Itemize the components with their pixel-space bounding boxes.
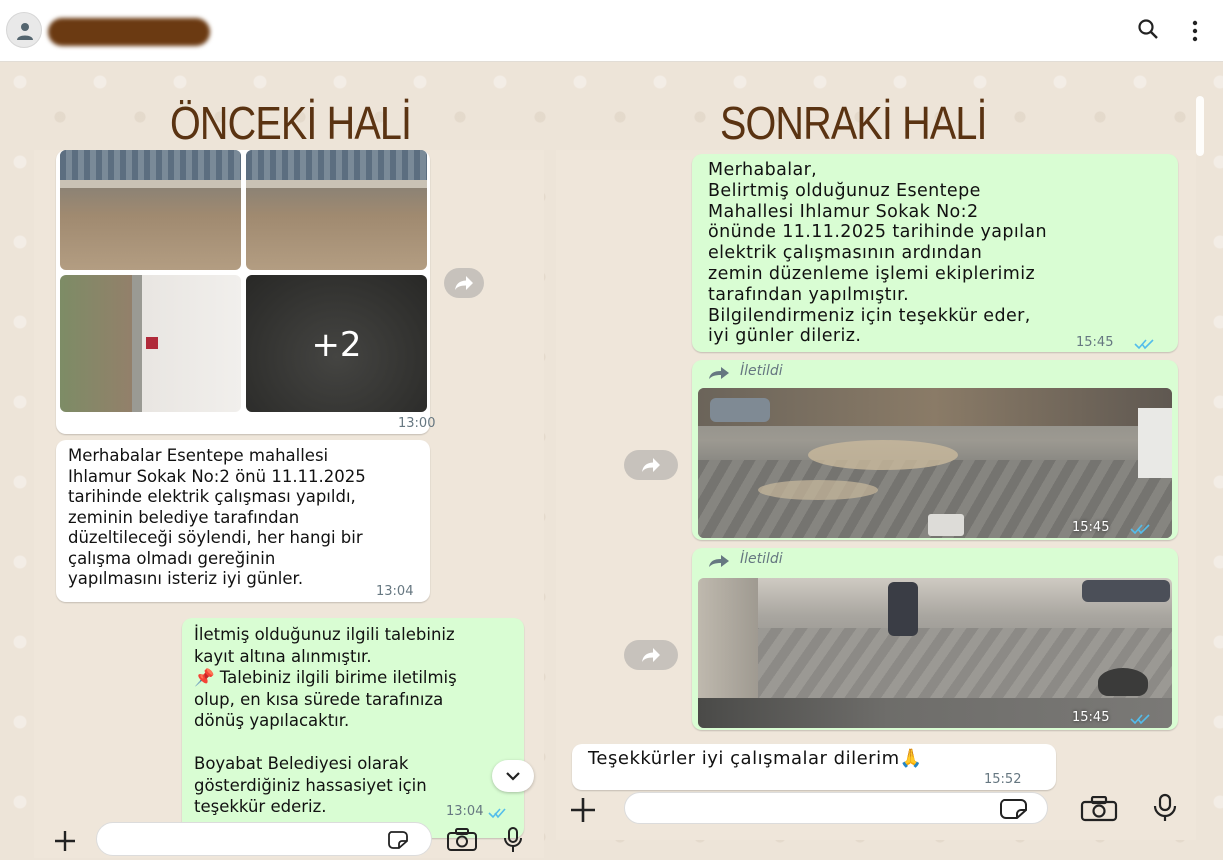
chat-header [0,0,1223,62]
more-photos-count: +2 [311,325,362,365]
message-time: 13:00 [398,416,436,431]
incoming-message[interactable] [56,440,430,602]
read-ticks-icon [1134,338,1156,350]
chevron-down-icon [505,770,521,782]
camera-icon[interactable] [1080,796,1118,822]
forwarded-label: İletildi [740,551,783,567]
forwarded-photo-message[interactable] [692,360,1178,540]
attach-plus-icon[interactable] [52,828,78,854]
photo-after-2[interactable] [698,578,1172,728]
forward-button[interactable] [444,268,484,298]
forwarded-label: İletildi [740,363,783,379]
forwarded-photo-message[interactable] [692,548,1178,730]
forward-icon [641,646,661,664]
message-time: 15:45 [1072,520,1110,535]
forward-button[interactable] [624,640,678,670]
forward-button[interactable] [624,450,678,480]
photo-after-1[interactable] [698,388,1172,538]
read-ticks-icon [1130,523,1152,535]
message-text: Teşekkürler iyi çalışmalar dilerim🙏 [588,748,923,769]
contact-name-redacted [48,18,210,46]
read-ticks-icon [488,807,508,819]
photo-before-2[interactable] [246,150,427,270]
message-time: 15:45 [1072,710,1110,725]
photo-before-3[interactable] [60,275,241,412]
incoming-message[interactable] [572,744,1056,790]
message-text: Merhabalar, Belirtmiş olduğunuz Esentepe Mahallesi Ihlamur Sokak No:2 önünde 11.11.2025 tarihinde yapılan elektrik çalışmasının ardından zemin düzenleme işlemi ekiplerimiz tarafından yapılmıştır. Bilgilendirmeniz için teşekkür eder, iyi günler dileriz. [708,160,1048,347]
scrollbar-thumb[interactable] [1196,96,1204,156]
read-ticks-icon [1130,713,1152,725]
forwarded-icon [708,366,730,380]
forward-icon [454,274,474,292]
attach-plus-icon[interactable] [568,795,598,825]
photo-grid-bubble[interactable] [56,150,436,434]
message-time: 15:45 [1076,335,1114,350]
forwarded-icon [708,554,730,568]
outgoing-message[interactable] [692,154,1178,352]
camera-icon[interactable] [446,828,478,852]
search-icon[interactable] [1137,18,1159,40]
contact-avatar[interactable] [6,12,42,48]
photo-before-more[interactable] [246,275,427,412]
before-chat-panel [34,150,544,858]
sticker-icon[interactable] [387,830,409,850]
photo-before-1[interactable] [60,150,241,270]
message-time: 13:04 [446,804,484,819]
microphone-icon[interactable] [1153,793,1177,823]
message-text: Merhabalar Esentepe mahallesi Ihlamur Sokak No:2 önü 11.11.2025 tarihinde elektrik çalışması yapıldı, zeminin belediye tarafından düzeltileceği söylendi, her hangi bir çalışma olmadı gereğinin yapılmasını isteriz iyi günler. [68,446,366,588]
forward-icon [641,456,661,474]
after-chat-panel [556,150,1196,840]
outgoing-message[interactable] [182,618,524,838]
message-input[interactable] [96,822,432,856]
person-icon [16,21,34,41]
before-heading: ÖNCEKİ HALİ [170,97,412,149]
more-vert-icon[interactable] [1188,20,1202,42]
scroll-down-button[interactable] [492,760,534,792]
message-time: 15:52 [984,772,1022,787]
after-heading: SONRAKİ HALİ [720,97,987,149]
sticker-icon[interactable] [999,798,1029,820]
message-input[interactable] [624,792,1048,824]
message-time: 13:04 [376,584,414,599]
microphone-icon[interactable] [503,826,523,854]
message-text: İletmiş olduğunuz ilgili talebiniz kayıt altına alınmıştır. 📌 Talebiniz ilgili birime iletilmiş olup, en kısa sürede tarafınıza dönüş yapılacaktır. Boyabat Belediyesi olarak gösterdiğiniz hassasiyet için teşekkür ederiz. [194,625,457,816]
